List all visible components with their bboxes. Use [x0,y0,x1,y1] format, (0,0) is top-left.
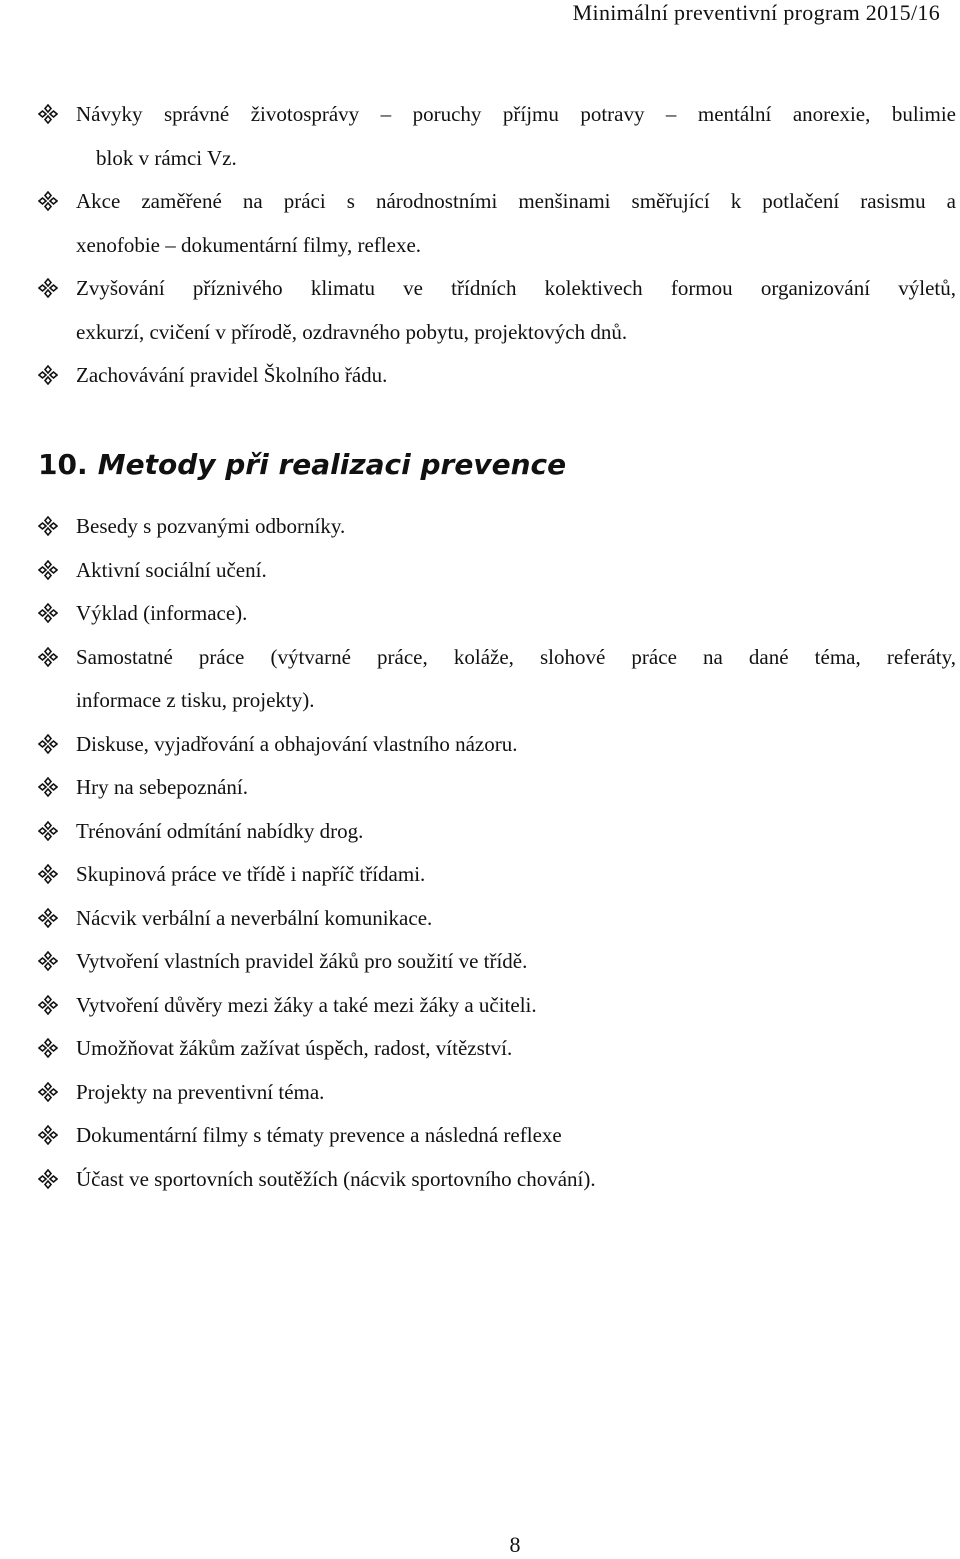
list-item-text: Nácvik verbální a neverbální komunikace. [76,905,433,930]
diamond-bullet-icon [38,995,58,1015]
section-heading [38,448,566,481]
diamond-bullet-icon [38,1169,58,1189]
list-item [38,723,956,767]
list-item [38,1158,956,1202]
list-item [38,1114,956,1158]
diamond-bullet-icon [38,951,58,971]
list-item-text: Zachovávání pravidel Školního řádu. [76,363,388,387]
list-item [38,1027,956,1071]
list-item-text: Diskuse, vyjadřování a obhajování vlastního názoru. [76,731,518,756]
list-item [38,592,956,636]
diamond-bullet-icon [38,777,58,797]
list-item-text: Aktivní sociální učení. [76,557,267,582]
diamond-bullet-icon [38,1038,58,1058]
list-item-text: Účast ve sportovních soutěžích (nácvik sportovního chování). [76,1166,596,1191]
list-item [38,93,956,180]
diamond-bullet-icon [38,516,58,536]
list-item [38,180,956,267]
list-item [38,549,956,593]
diamond-bullet-icon [38,647,58,667]
diamond-bullet-icon [38,734,58,754]
list-item-text-continued: blok v rámci Vz. [96,145,237,170]
diamond-bullet-icon [38,191,58,211]
list-item [38,636,956,723]
list-item [38,1071,956,1115]
diamond-bullet-icon [38,864,58,884]
list-item [38,354,956,398]
list-item-text-continued: xenofobie – dokumentární filmy, reflexe. [76,232,422,257]
list-item-text: Akce zaměřené na práci s národnostními menšinami směřující k potlačení rasismu a [76,189,956,213]
diamond-bullet-icon [38,104,58,124]
section-number: 10. [38,448,88,481]
list-item [38,505,956,549]
list-item-text: Besedy s pozvanými odborníky. [76,514,346,538]
diamond-bullet-icon [38,278,58,298]
list-item-text: Návyky správné životosprávy – poruchy příjmu potravy – mentální anorexie, bulimie [76,102,956,126]
list-item-text: Dokumentární filmy s tématy prevence a následná reflexe [76,1123,562,1147]
methods-bullet-list [38,505,956,1201]
list-item-text-continued: exkurzí, cvičení v přírodě, ozdravného pobytu, projektových dnů. [76,319,628,344]
top-bullet-list [38,93,956,398]
list-item-text: Zvyšování příznivého klimatu ve třídních kolektivech formou organizování výletů, [76,276,956,300]
page-header-title: Minimální preventivní program 2015/16 [572,0,940,25]
diamond-bullet-icon [38,603,58,623]
list-item-text: Umožňovat žákům zažívat úspěch, radost, vítězství. [76,1036,513,1060]
list-item-text: Vytvoření vlastních pravidel žáků pro soužití ve třídě. [76,949,528,973]
diamond-bullet-icon [38,1125,58,1145]
diamond-bullet-icon [38,908,58,928]
list-item-text-continued: informace z tisku, projekty). [76,688,315,712]
list-item-text: Hry na sebepoznání. [76,775,249,799]
list-item-text: Trénování odmítání nabídky drog. [76,818,364,843]
list-item [38,267,956,354]
list-item [38,897,956,941]
diamond-bullet-icon [38,821,58,841]
list-item-text: Skupinová práce ve třídě i napříč třídami. [76,862,426,886]
list-item [38,766,956,810]
list-item-text: Samostatné práce (výtvarné práce, koláže, slohové práce na dané téma, referáty, [76,644,956,669]
list-item-text: Výklad (informace). [76,601,248,625]
section-title: Metody při realizaci prevence [97,448,567,481]
diamond-bullet-icon [38,560,58,580]
list-item [38,810,956,854]
list-item [38,984,956,1028]
diamond-bullet-icon [38,365,58,385]
list-item [38,853,956,897]
page-number: 8 [509,1532,521,1557]
list-item [38,940,956,984]
list-item-text: Vytvoření důvěry mezi žáky a také mezi žáky a učiteli. [76,992,537,1017]
diamond-bullet-icon [38,1082,58,1102]
list-item-text: Projekty na preventivní téma. [76,1079,325,1104]
